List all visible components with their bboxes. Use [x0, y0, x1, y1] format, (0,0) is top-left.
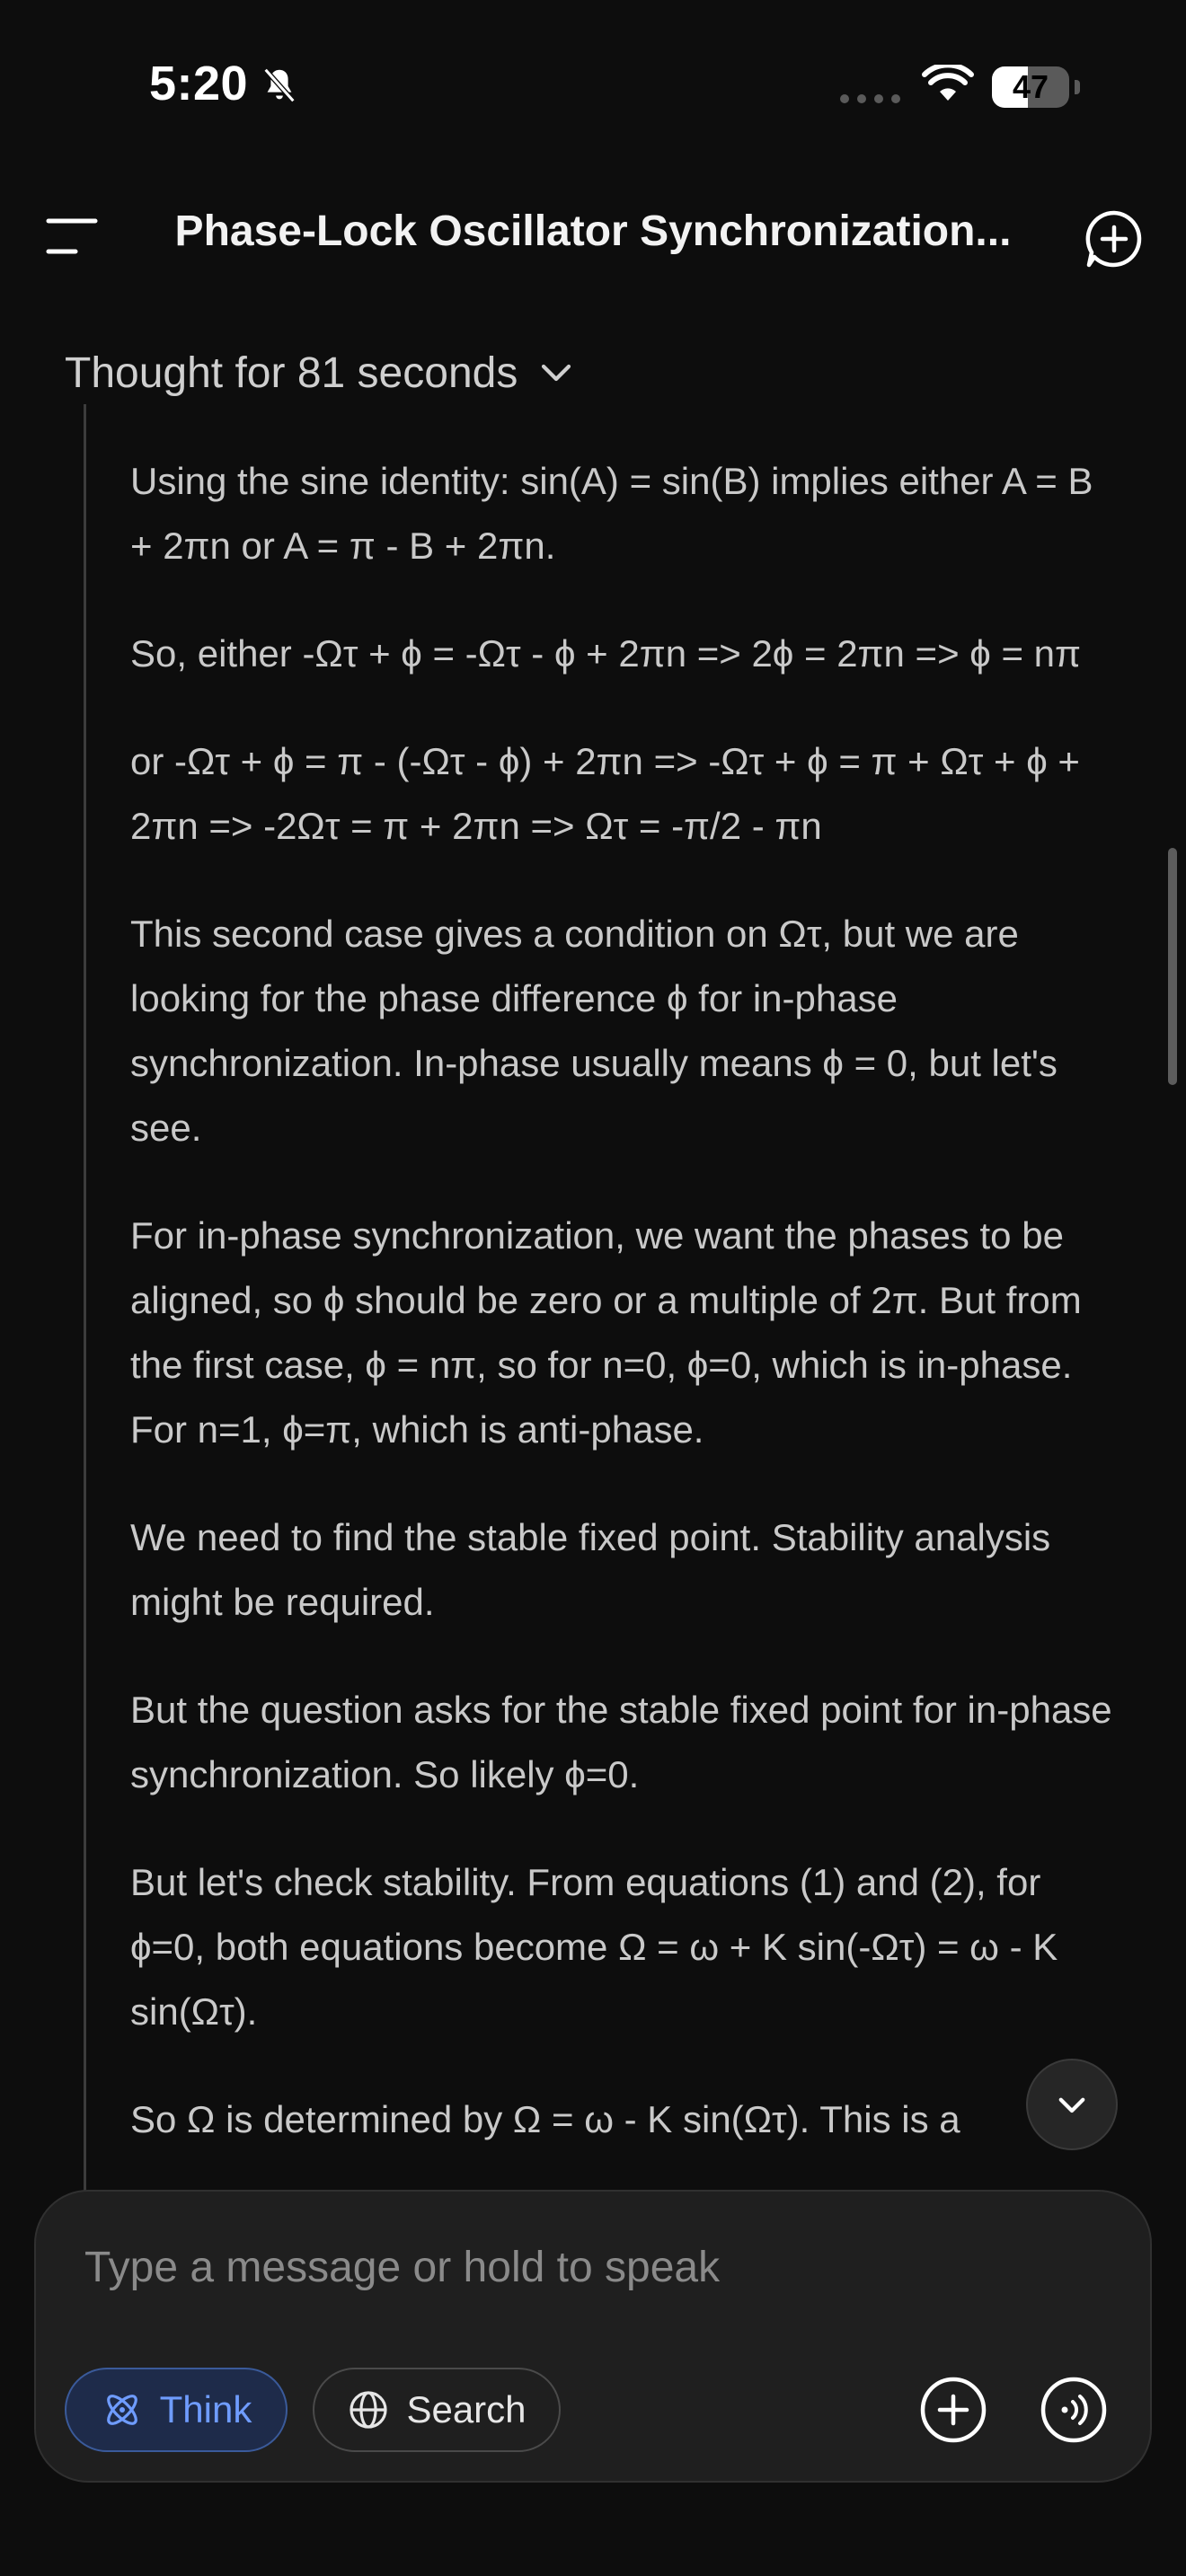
reasoning-paragraph: For in-phase synchronization, we want the phases to be aligned, so ϕ should be zero or a multiple of 2π. But from the first case, ϕ = nπ, so for n=0, ϕ=0, which is in-phase. For n=1, ϕ=π, which is anti-phase.: [130, 1214, 1082, 1451]
chevron-down-icon: [1053, 2086, 1091, 2123]
search-toggle-button[interactable]: [313, 2368, 561, 2452]
reasoning-paragraph: Using the sine identity: sin(A) = sin(B) implies either A = B + 2πn or A = π - B + 2πn.: [130, 460, 1093, 567]
think-toggle-button[interactable]: [65, 2368, 288, 2452]
reasoning-paragraph: So Ω is determined by Ω = ω - K sin(Ωτ). This is a: [130, 2098, 960, 2140]
search-label: Search: [406, 2388, 527, 2430]
chat-title: Phase-Lock Oscillator Synchronization...: [174, 207, 1012, 255]
new-chat-icon[interactable]: [1084, 208, 1145, 269]
scrollbar[interactable]: [1168, 848, 1177, 1085]
battery-percent: 47: [1012, 68, 1049, 105]
message-composer: [34, 2190, 1152, 2483]
thought-toggle[interactable]: [65, 341, 575, 404]
battery-indicator: [992, 66, 1069, 108]
thought-label: Thought for 81 seconds: [65, 348, 518, 397]
attach-button-plus-icon[interactable]: [918, 2375, 988, 2445]
wifi-icon: [922, 65, 974, 104]
reasoning-content: [130, 449, 1119, 2195]
status-time: 5:20: [149, 57, 249, 110]
atom-icon: [101, 2388, 144, 2431]
reasoning-paragraph: So, either -Ωτ + ϕ = -Ωτ - ϕ + 2πn => 2ϕ = 2πn => ϕ = nπ: [130, 632, 1081, 675]
obscured-text: [130, 2497, 1119, 2551]
reasoning-paragraph: But the question asks for the stable fixed point for in-phase synchronization. So likely ϕ=0.: [130, 1689, 1112, 1795]
reasoning-paragraph: But let's check stability. From equations (1) and (2), for ϕ=0, both equations become Ω = ω + K sin(-Ωτ) = ω - K sin(Ωτ).: [130, 1861, 1058, 2033]
chevron-down-icon: [537, 354, 575, 392]
cellular-signal-icon: [839, 93, 902, 104]
reasoning-divider: [84, 404, 86, 2204]
message-input[interactable]: [83, 2235, 1075, 2299]
voice-mode-icon[interactable]: [1039, 2375, 1109, 2445]
think-label: Think: [159, 2388, 252, 2430]
reasoning-paragraph: or -Ωτ + ϕ = π - (-Ωτ - ϕ) + 2πn => -Ωτ + ϕ = π + Ωτ + ϕ + 2πn => -2Ωτ = π + 2πn => Ωτ = -π/2 - πn: [130, 740, 1080, 847]
reasoning-paragraph: We need to find the stable fixed point. Stability analysis might be required.: [130, 1516, 1051, 1623]
globe-icon: [347, 2388, 390, 2431]
bell-slash-icon: [259, 65, 300, 106]
menu-icon[interactable]: [45, 216, 99, 257]
reasoning-paragraph: This second case gives a condition on Ωτ, but we are looking for the phase difference ϕ for in-phase synchronization. In-phase usually means ϕ = 0, but let's see.: [130, 913, 1058, 1149]
scroll-to-bottom-button[interactable]: [1026, 2059, 1118, 2150]
